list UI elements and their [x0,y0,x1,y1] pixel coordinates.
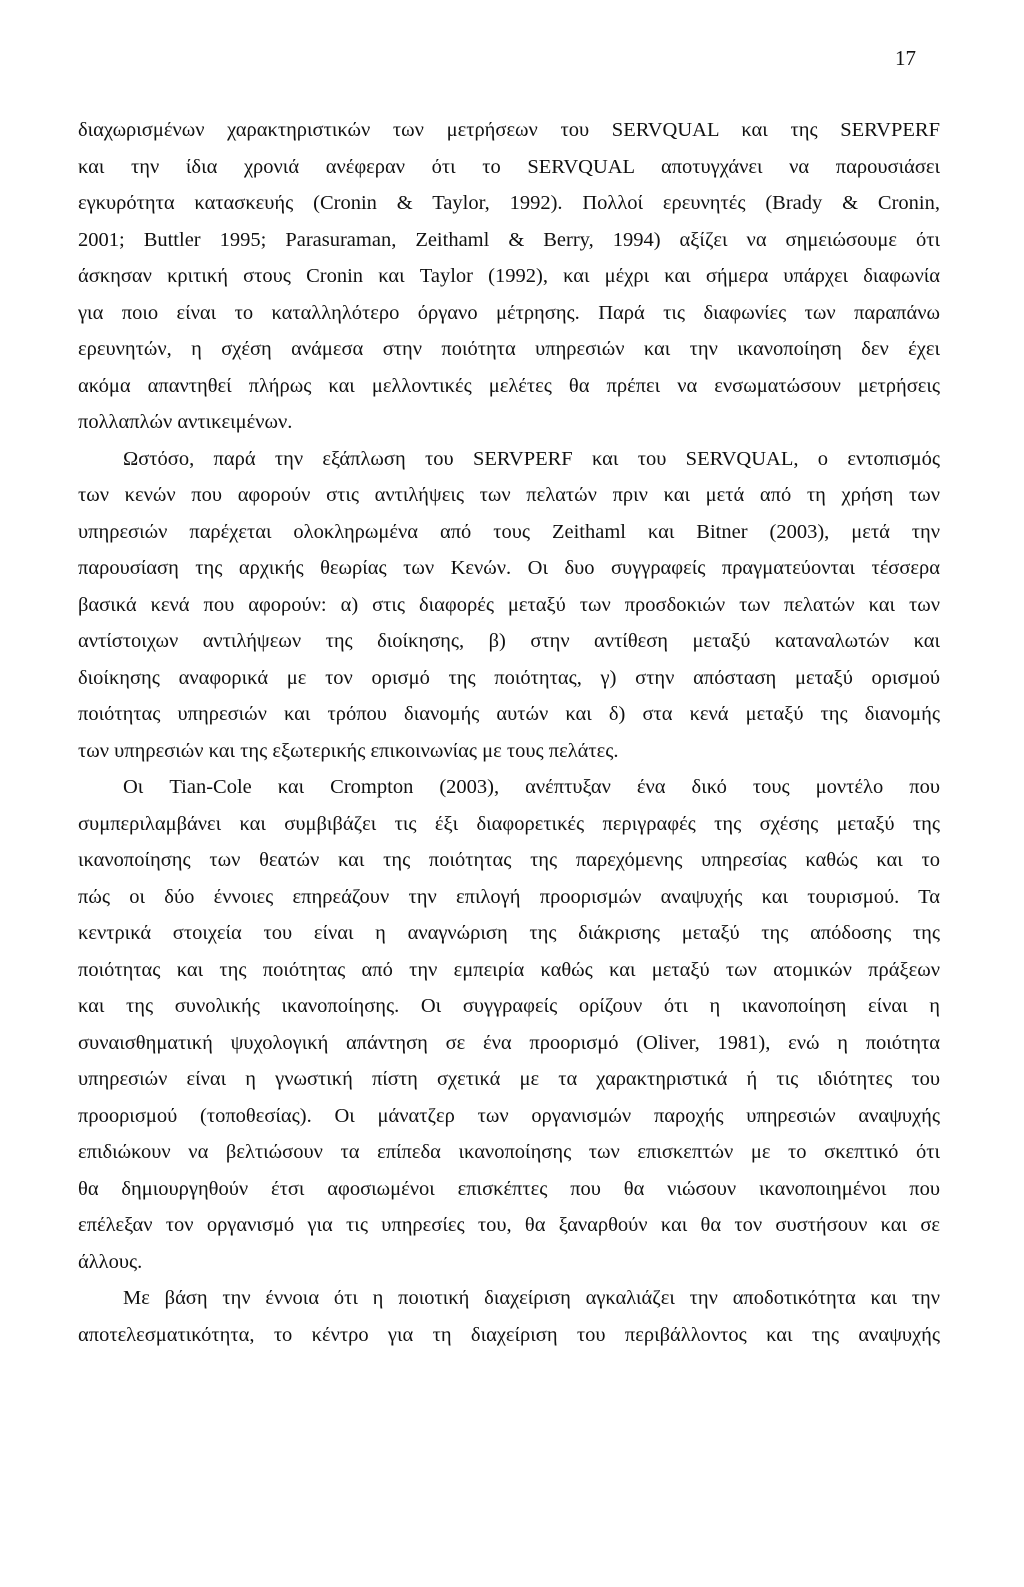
text-line: πολλαπλών αντικειμένων. [78,411,293,433]
text-line: και της συνολικής ικανοποίησης. Οι συγγραφείς ορίζουν ότι η ικανοποίηση είναι η [78,995,940,1017]
text-line: βασικά κενά που αφορούν: α) στις διαφορές μεταξύ των προσδοκιών των πελατών και των [78,593,940,616]
text-line: υπηρεσιών είναι η γνωστική πίστη σχετικά με τα χαρακτηριστικά ή τις ιδιότητες του [78,1068,940,1090]
text-line: διοίκησης αναφορικά με τον ορισμό της ποιότητας, γ) στην απόσταση μεταξύ ορισμού [78,666,940,689]
text-line: για ποιο είναι το καταλληλότερο όργανο μέτρησης. Παρά τις διαφωνίες των παραπάνω [78,301,940,324]
text-line: Ωστόσο, παρά την εξάπλωση του SERVPERF και του SERVQUAL, ο εντοπισμός [123,447,940,470]
text-line: πώς οι δύο έννοιες επηρεάζουν την επιλογή προορισμών αναψυχής και τουρισμού. Τα [78,885,940,908]
text-line: επιδιώκουν να βελτιώσουν τα επίπεδα ικανοποίησης των επισκεπτών με το σκεπτικό ότι [78,1141,940,1163]
paragraph [78,769,940,1280]
text-line: παρουσίαση της αρχικής θεωρίας των Κενών. Οι δυο συγγραφείς πραγματεύονται τέσσερα [78,557,940,579]
document-body [78,112,940,1353]
paragraph [78,112,940,441]
text-line: επέλεξαν τον οργανισμό για τις υπηρεσίες του, θα ξαναρθούν και θα τον συστήσουν και σε [78,1214,940,1236]
text-line: ικανοποίησης των θεατών και της ποιότητας της παρεχόμενης υπηρεσίας καθώς και το [78,849,940,871]
text-line: ποιότητας υπηρεσιών και τρόπου διανομής αυτών και δ) στα κενά μεταξύ της διανομής [78,703,940,725]
text-line: Οι Tian-Cole και Crompton (2003), ανέπτυξαν ένα δικό τους μοντέλο που [123,776,940,798]
text-line: ποιότητας και της ποιότητας από την εμπειρία καθώς και μεταξύ των ατομικών πράξεων [78,958,940,981]
text-line: συναισθηματική ψυχολογική απάντηση σε ένα προορισμό (Oliver, 1981), ενώ η ποιότητα [78,1031,940,1054]
text-line: προορισμού (τοποθεσίας). Οι μάνατζερ των οργανισμών παροχής υπηρεσιών αναψυχής [78,1104,940,1127]
text-line: κεντρικά στοιχεία του είναι η αναγνώριση της διάκρισης μεταξύ της απόδοσης της [78,922,940,944]
text-line: άσκησαν κριτική στους Cronin και Taylor (1992), και μέχρι και σήμερα υπάρχει διαφωνία [78,265,940,287]
text-line: εγκυρότητα κατασκευής (Cronin & Taylor, 1992). Πολλοί ερευνητές (Brady & Cronin, [78,192,940,214]
text-line: 2001; Buttler 1995; Parasuraman, Zeithaml & Berry, 1994) αξίζει να σημειώσουμε ότι [78,228,940,251]
paragraph [78,441,940,770]
text-line: αντίστοιχων αντιλήψεων της διοίκησης, β) στην αντίθεση μεταξύ καταναλωτών και [78,630,940,652]
text-line: των υπηρεσιών και της εξωτερικής επικοινωνίας με τους πελάτες. [78,739,619,762]
paragraph [78,1280,940,1353]
text-line: διαχωρισμένων χαρακτηριστικών των μετρήσεων του SERVQUAL και της SERVPERF [78,119,940,141]
text-line: θα δημιουργηθούν έτσι αφοσιωμένοι επισκέπτες που θα νιώσουν ικανοποιημένοι που [78,1177,940,1200]
text-line: υπηρεσιών παρέχεται ολοκληρωμένα από τους Zeithaml και Bitner (2003), μετά την [78,520,940,543]
text-line: συμπεριλαμβάνει και συμβιβάζει τις έξι διαφορετικές περιγραφές της σχέσης μεταξύ της [78,812,940,835]
text-line: ακόμα απαντηθεί πλήρως και μελλοντικές μελέτες θα πρέπει να ενσωματώσουν μετρήσεις [78,374,940,397]
text-line: και την ίδια χρονιά ανέφεραν ότι το SERVQUAL αποτυγχάνει να παρουσιάσει [78,155,940,178]
text-line: των κενών που αφορούν στις αντιλήψεις των πελατών πριν και μετά από τη χρήση των [78,484,940,506]
page-number: 17 [895,46,916,70]
text-line: ερευνητών, η σχέση ανάμεσα στην ποιότητα υπηρεσιών και την ικανοποίηση δεν έχει [78,338,940,360]
text-line: άλλους. [78,1250,143,1273]
text-line: αποτελεσματικότητα, το κέντρο για τη διαχείριση του περιβάλλοντος και της αναψυχής [78,1323,940,1346]
text-line: Με βάση την έννοια ότι η ποιοτική διαχείριση αγκαλιάζει την αποδοτικότητα και την [123,1287,940,1309]
